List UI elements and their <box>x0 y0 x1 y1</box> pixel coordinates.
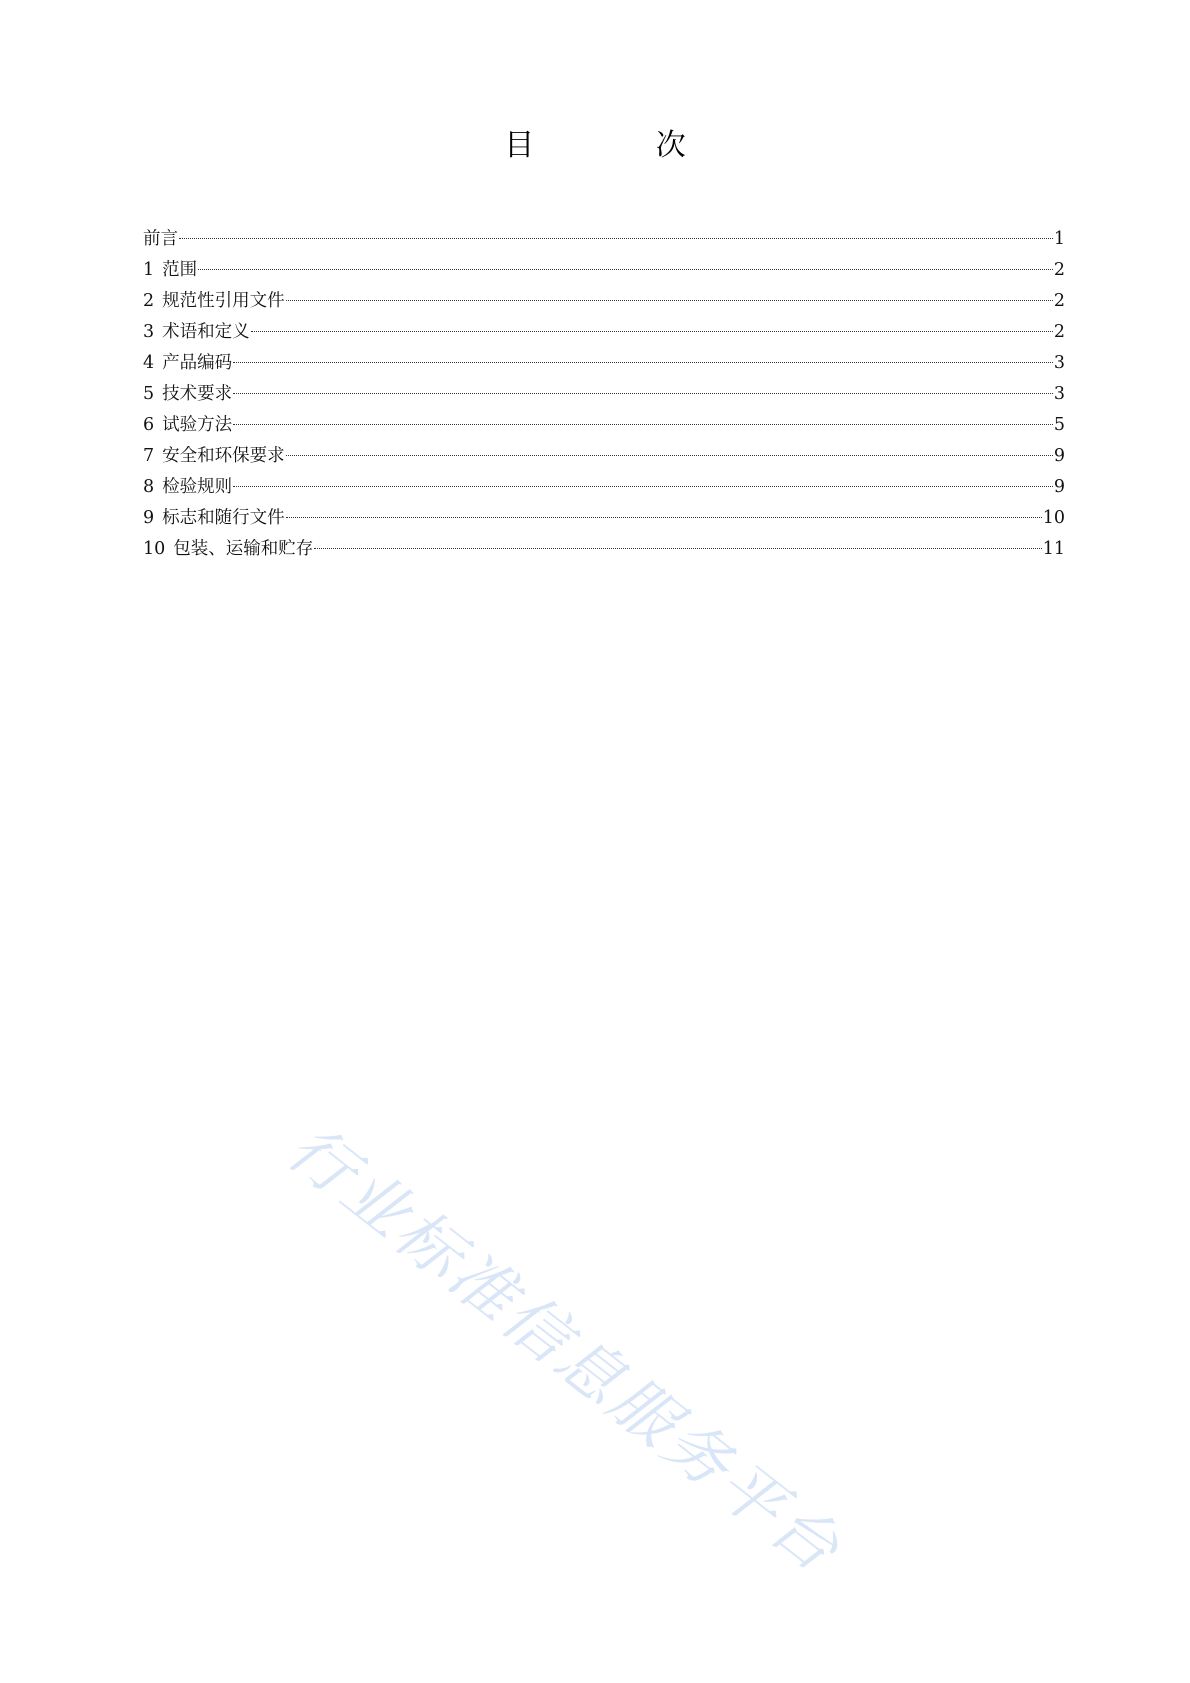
toc-entry-test-methods[interactable] <box>143 410 1065 441</box>
toc-entry-page: 9 <box>1053 446 1065 466</box>
toc-entry-page: 2 <box>1053 260 1065 280</box>
toc-entry-safety-environmental[interactable] <box>143 441 1065 472</box>
dot-leader <box>286 455 1053 456</box>
toc-entry-page: 2 <box>1053 291 1065 311</box>
dot-leader <box>286 517 1042 518</box>
toc-entry-label: 术语和定义 <box>162 322 250 342</box>
toc-entry-number: 4 <box>143 353 155 373</box>
toc-entry-page: 1 <box>1053 229 1065 249</box>
dot-leader <box>233 424 1053 425</box>
toc-entry-number: 1 <box>143 260 155 280</box>
toc-entry-label: 技术要求 <box>162 384 233 404</box>
toc-entry-label: 范围 <box>162 260 198 280</box>
toc-entry-scope[interactable] <box>143 255 1065 286</box>
toc-entry-number: 6 <box>143 415 155 435</box>
toc-entry-page: 10 <box>1042 508 1065 528</box>
toc-entry-page: 9 <box>1053 477 1065 497</box>
toc-entry-page: 11 <box>1042 539 1065 559</box>
toc-entry-label: 检验规则 <box>162 477 233 497</box>
toc-entry-packaging-transport-storage[interactable] <box>143 534 1065 565</box>
dot-leader <box>198 269 1053 270</box>
toc-entry-number: 10 <box>143 539 166 559</box>
toc-entry-number: 7 <box>143 446 155 466</box>
toc-entry-label: 包装、运输和贮存 <box>173 539 314 559</box>
dot-leader <box>314 548 1041 549</box>
toc-entry-foreword[interactable] <box>143 224 1065 255</box>
toc-entry-number: 8 <box>143 477 155 497</box>
toc-entry-page: 3 <box>1053 384 1065 404</box>
dot-leader <box>233 486 1053 487</box>
toc-entry-label: 前言 <box>143 229 178 249</box>
toc-entry-product-coding[interactable] <box>143 348 1065 379</box>
page-title: 目 次 <box>504 128 742 163</box>
table-of-contents <box>143 224 1065 565</box>
dot-leader <box>251 331 1053 332</box>
dot-leader <box>286 300 1053 301</box>
toc-entry-label: 试验方法 <box>162 415 233 435</box>
toc-entry-inspection-rules[interactable] <box>143 472 1065 503</box>
dot-leader <box>179 238 1053 239</box>
toc-entry-page: 2 <box>1053 322 1065 342</box>
toc-entry-technical-requirements[interactable] <box>143 379 1065 410</box>
toc-entry-marking-documents[interactable] <box>143 503 1065 534</box>
toc-entry-normative-references[interactable] <box>143 286 1065 317</box>
watermark: 行业标准信息服务平台 <box>273 1111 855 1589</box>
toc-entry-label: 产品编码 <box>162 353 233 373</box>
toc-entry-number: 2 <box>143 291 155 311</box>
toc-entry-number: 5 <box>143 384 155 404</box>
toc-entry-terms-definitions[interactable] <box>143 317 1065 348</box>
dot-leader <box>233 393 1053 394</box>
toc-entry-label: 安全和环保要求 <box>162 446 285 466</box>
toc-entry-label: 规范性引用文件 <box>162 291 285 311</box>
toc-entry-page: 3 <box>1053 353 1065 373</box>
toc-entry-label: 标志和随行文件 <box>162 508 285 528</box>
toc-entry-page: 5 <box>1053 415 1065 435</box>
toc-entry-number: 3 <box>143 322 155 342</box>
toc-entry-number: 9 <box>143 508 155 528</box>
dot-leader <box>233 362 1053 363</box>
